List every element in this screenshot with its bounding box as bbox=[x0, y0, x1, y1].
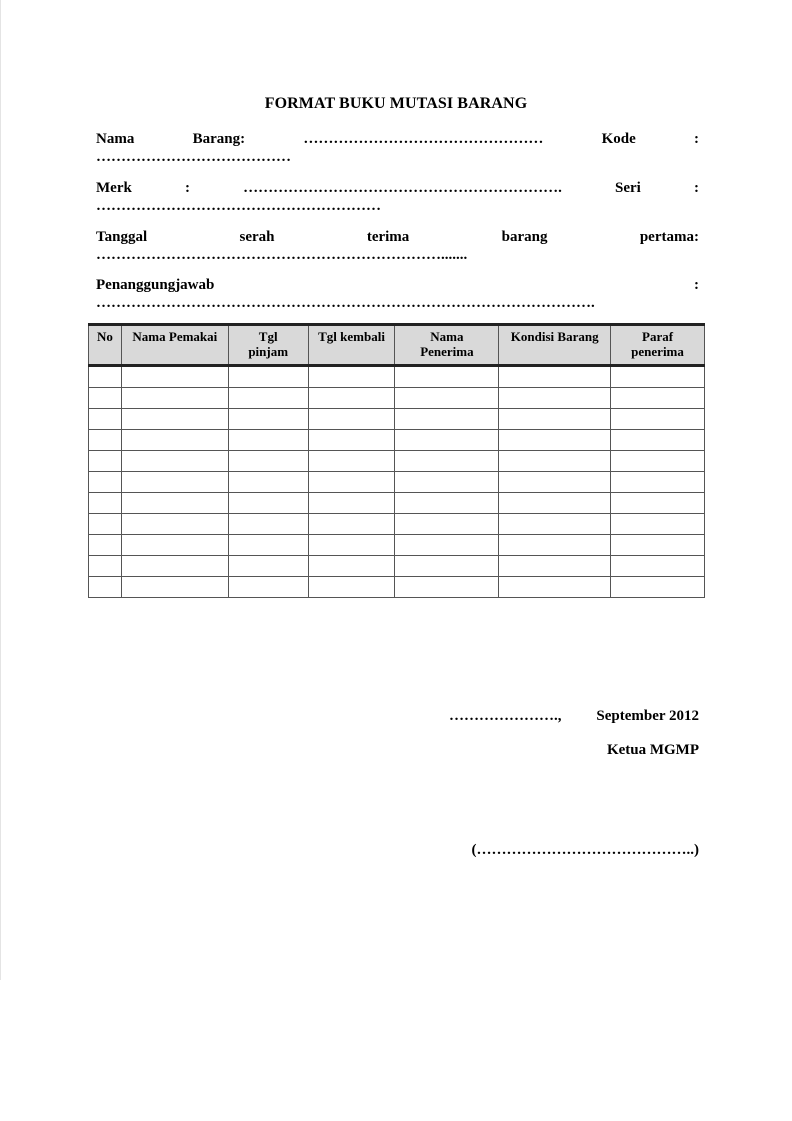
table-cell[interactable] bbox=[121, 430, 228, 451]
table-cell[interactable] bbox=[89, 409, 122, 430]
table-cell[interactable] bbox=[121, 472, 228, 493]
table-row bbox=[89, 514, 705, 535]
table-cell[interactable] bbox=[308, 388, 395, 409]
table-cell[interactable] bbox=[395, 493, 499, 514]
label-tanggal: Tanggal bbox=[96, 229, 148, 245]
label-seri: Seri bbox=[615, 180, 641, 196]
field-merk-line bbox=[96, 179, 699, 197]
table-cell[interactable] bbox=[89, 514, 122, 535]
table-cell[interactable] bbox=[395, 556, 499, 577]
field-penanggungjawab bbox=[96, 276, 699, 312]
table-row bbox=[89, 388, 705, 409]
table-cell[interactable] bbox=[611, 556, 705, 577]
header-kondisi-barang: Kondisi Barang bbox=[499, 325, 611, 366]
table-cell[interactable] bbox=[121, 409, 228, 430]
table-cell[interactable] bbox=[228, 472, 308, 493]
table-cell[interactable] bbox=[499, 493, 611, 514]
kode-dots: ………………………………… bbox=[96, 149, 291, 165]
signature-line: (……………………………………..) bbox=[471, 842, 699, 858]
label-barang-2: barang bbox=[501, 229, 548, 245]
label-penanggungjawab: Penanggungjawab bbox=[96, 277, 215, 293]
label-pertama: pertama: bbox=[639, 229, 699, 245]
table-cell[interactable] bbox=[121, 366, 228, 388]
table-cell[interactable] bbox=[308, 535, 395, 556]
table-cell[interactable] bbox=[499, 430, 611, 451]
table-cell[interactable] bbox=[611, 493, 705, 514]
table-row bbox=[89, 493, 705, 514]
table-cell[interactable] bbox=[395, 451, 499, 472]
document-title: FORMAT BUKU MUTASI BARANG bbox=[264, 95, 528, 112]
table-cell[interactable] bbox=[499, 577, 611, 598]
label-barang: Barang: bbox=[192, 131, 246, 147]
table-cell[interactable] bbox=[89, 366, 122, 388]
table-cell[interactable] bbox=[395, 514, 499, 535]
table-cell[interactable] bbox=[395, 577, 499, 598]
table-cell[interactable] bbox=[611, 409, 705, 430]
table-cell[interactable] bbox=[228, 366, 308, 388]
header-nama-pemakai: Nama Pemakai bbox=[121, 325, 228, 366]
header-no: No bbox=[89, 325, 122, 366]
table-cell[interactable] bbox=[395, 535, 499, 556]
label-terima: terima bbox=[366, 229, 410, 245]
table-cell[interactable] bbox=[308, 430, 395, 451]
table-cell[interactable] bbox=[308, 451, 395, 472]
signatory-role: Ketua MGMP bbox=[606, 742, 699, 758]
table-cell[interactable] bbox=[89, 535, 122, 556]
table-cell[interactable] bbox=[228, 514, 308, 535]
table-cell[interactable] bbox=[611, 514, 705, 535]
table-cell[interactable] bbox=[499, 535, 611, 556]
table-cell[interactable] bbox=[121, 451, 228, 472]
field-penanggungjawab-line bbox=[96, 276, 699, 294]
table-cell[interactable] bbox=[611, 472, 705, 493]
table-row bbox=[89, 577, 705, 598]
table-cell[interactable] bbox=[308, 409, 395, 430]
table-cell[interactable] bbox=[89, 577, 122, 598]
table-cell[interactable] bbox=[499, 556, 611, 577]
table-cell[interactable] bbox=[121, 535, 228, 556]
table-cell[interactable] bbox=[89, 472, 122, 493]
table-cell[interactable] bbox=[308, 514, 395, 535]
table-row bbox=[89, 366, 705, 388]
table-cell[interactable] bbox=[611, 366, 705, 388]
field-merk bbox=[96, 179, 699, 215]
table-row bbox=[89, 556, 705, 577]
table-cell[interactable] bbox=[121, 577, 228, 598]
label-penanggungjawab-colon: : bbox=[694, 277, 699, 293]
table-cell[interactable] bbox=[228, 493, 308, 514]
table-cell[interactable] bbox=[228, 430, 308, 451]
table-cell[interactable] bbox=[308, 366, 395, 388]
label-seri-colon: : bbox=[693, 180, 699, 196]
table-cell[interactable] bbox=[395, 409, 499, 430]
table-header-row bbox=[89, 325, 705, 366]
table-row bbox=[89, 451, 705, 472]
table-cell[interactable] bbox=[308, 577, 395, 598]
mutation-table bbox=[88, 323, 705, 598]
table-row bbox=[89, 535, 705, 556]
nama-barang-dots: ………………………………………… bbox=[303, 131, 544, 147]
label-serah: serah bbox=[239, 229, 275, 245]
table-cell[interactable] bbox=[611, 577, 705, 598]
table-cell[interactable] bbox=[611, 451, 705, 472]
table-cell[interactable] bbox=[89, 451, 122, 472]
penanggungjawab-dots: ………………………………………………………………………………………. bbox=[96, 295, 595, 311]
document-date: September 2012 bbox=[596, 708, 699, 724]
table-cell[interactable] bbox=[228, 388, 308, 409]
table-cell[interactable] bbox=[611, 430, 705, 451]
table-cell[interactable] bbox=[228, 535, 308, 556]
header-tgl-kembali: Tgl kembali bbox=[308, 325, 395, 366]
table-cell[interactable] bbox=[499, 388, 611, 409]
table-cell[interactable] bbox=[228, 556, 308, 577]
label-kode: Kode bbox=[601, 131, 636, 147]
table-cell[interactable] bbox=[395, 430, 499, 451]
table-cell[interactable] bbox=[121, 388, 228, 409]
table-cell[interactable] bbox=[228, 409, 308, 430]
header-paraf-penerima: Paraf penerima bbox=[611, 325, 705, 366]
table-cell[interactable] bbox=[121, 493, 228, 514]
table-cell[interactable] bbox=[499, 409, 611, 430]
table-body bbox=[89, 366, 705, 598]
table-cell[interactable] bbox=[611, 535, 705, 556]
field-tanggal-line bbox=[96, 228, 699, 246]
table-cell[interactable] bbox=[499, 514, 611, 535]
field-tanggal bbox=[96, 228, 699, 264]
merk-dots: ………………………………………………………. bbox=[243, 180, 562, 196]
header-nama-penerima: Nama Penerima bbox=[395, 325, 499, 366]
place-dots: …………………., bbox=[449, 708, 562, 724]
table-cell[interactable] bbox=[499, 472, 611, 493]
table-cell[interactable] bbox=[308, 472, 395, 493]
table-cell[interactable] bbox=[228, 577, 308, 598]
table-cell[interactable] bbox=[89, 493, 122, 514]
table-cell[interactable] bbox=[89, 430, 122, 451]
table-cell[interactable] bbox=[308, 493, 395, 514]
table-cell[interactable] bbox=[395, 388, 499, 409]
table-cell[interactable] bbox=[89, 556, 122, 577]
tanggal-dots: ……………………………………………………………....... bbox=[96, 247, 468, 263]
field-nama-barang bbox=[96, 130, 699, 166]
label-merk-colon: : bbox=[184, 180, 190, 196]
table-row bbox=[89, 409, 705, 430]
table-cell[interactable] bbox=[499, 451, 611, 472]
table-row bbox=[89, 472, 705, 493]
table-cell[interactable] bbox=[611, 388, 705, 409]
table-cell[interactable] bbox=[308, 556, 395, 577]
label-merk: Merk bbox=[96, 180, 132, 196]
table-cell[interactable] bbox=[121, 556, 228, 577]
table-cell[interactable] bbox=[395, 366, 499, 388]
label-nama: Nama bbox=[96, 131, 135, 147]
header-tgl-pinjam: Tgl pinjam bbox=[228, 325, 308, 366]
table-cell[interactable] bbox=[499, 366, 611, 388]
table-cell[interactable] bbox=[121, 514, 228, 535]
label-kode-colon: : bbox=[694, 131, 699, 147]
seri-dots: ………………………………………………… bbox=[96, 198, 381, 214]
table-cell[interactable] bbox=[395, 472, 499, 493]
table-cell[interactable] bbox=[89, 388, 122, 409]
table-row bbox=[89, 430, 705, 451]
field-nama-barang-line bbox=[96, 130, 699, 148]
table-cell[interactable] bbox=[228, 451, 308, 472]
